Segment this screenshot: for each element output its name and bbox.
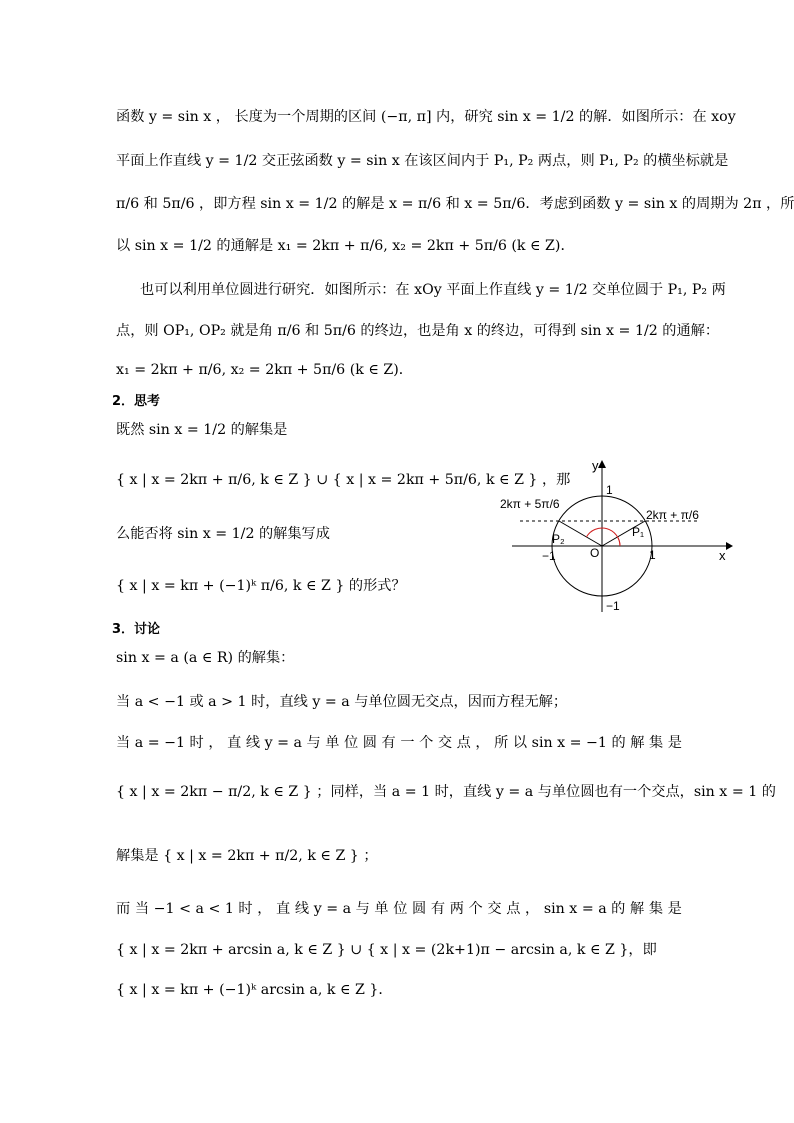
paragraph2-line2: 点，则 OP₁, OP₂ 就是角 π/6 和 5π/6 的终边，也是角 x 的终边，可得到 sin x = 1/2 的通解： [116, 323, 720, 339]
word: sin x = a 的 [543, 901, 626, 917]
tick-label-top: 1 [606, 483, 613, 497]
word: 直 [227, 735, 242, 751]
point-label-p2: P₂ [552, 532, 565, 546]
word: a = −1 时 [134, 735, 204, 751]
paragraph1-line1: 函数 y = sin x ， 长度为一个周期的区间 (−π, π] 内，研究 sin x = 1/2 的解．如图所示：在 xoy [116, 109, 736, 125]
section2-title: 2．思考 [112, 394, 161, 409]
tick-label-right: 1 [649, 548, 656, 562]
section2-line1: 既然 sin x = 1/2 的解集是 [116, 422, 288, 438]
tick-label-left: −1 [542, 549, 556, 563]
section2-line2: { x | x = 2kπ + π/6, k ∈ Z } ∪ { x | x = 2kπ + 5π/6, k ∈ Z } ，那 [116, 472, 571, 488]
paragraph1-line2: 平面上作直线 y = 1/2 交正弦函数 y = sin x 在该区间内于 P₁, P₂ 两点，则 P₁, P₂ 的横坐标就是 [116, 153, 729, 169]
word: 集 [649, 735, 664, 751]
word: 位 [344, 735, 359, 751]
word: 解 [630, 901, 645, 917]
word: y = a 与 [313, 901, 370, 917]
word: 而 [116, 901, 131, 917]
word: 圆 [362, 735, 377, 751]
word: sin x = −1 的 [531, 735, 626, 751]
section3-spaced-line-b [116, 899, 682, 919]
section2-line3: 么能否将 sin x = 1/2 的解集写成 [116, 526, 330, 542]
word: 一 [400, 735, 415, 751]
word: 点 [456, 735, 471, 751]
section3-line4: 解集是 { x | x = 2kπ + π/2, k ∈ Z } ； [116, 848, 378, 864]
word: 个 [468, 901, 483, 917]
section3-line2: 当 a < −1 或 a > 1 时，直线 y = a 与单位圆无交点，因而方程无解； [116, 694, 568, 710]
section3-line1: sin x = a (a ∈ R) 的解集： [116, 650, 295, 666]
word: 点 [506, 901, 521, 917]
word: 单 [374, 901, 389, 917]
terminal-side-op2 [559, 521, 602, 546]
section3-spaced-line-a [116, 733, 682, 753]
paragraph2-line3: x₁ = 2kπ + π/6, x₂ = 2kπ + 5π/6 (k ∈ Z)． [116, 362, 413, 378]
word: 线 [294, 901, 310, 917]
word: 集 [648, 901, 664, 917]
axis-label-x: x [719, 548, 726, 563]
section2-line4: { x | x = kπ + (−1)ᵏ π/6, k ∈ Z } 的形式？ [116, 578, 406, 594]
word: 交 [437, 735, 453, 751]
word: 个 [419, 735, 434, 751]
word: 所 [494, 735, 509, 751]
point-label-p1: P₁ [632, 525, 645, 539]
word: 是 [667, 901, 682, 917]
word: 有 [430, 901, 446, 917]
word: 圆 [412, 901, 427, 917]
section3-line5: { x | x = 2kπ + arcsin a, k ∈ Z } ∪ { x | x = (2k+1)π − arcsin a, k ∈ Z }，即 [116, 942, 657, 958]
origin-label: O [590, 546, 600, 560]
word: 两 [449, 901, 464, 917]
word: −1 < a < 1 时 [153, 901, 253, 917]
paragraph1-line4: 以 sin x = 1/2 的通解是 x₁ = 2kπ + π/6, x₂ = 2kπ + 5π/6 (k ∈ Z)． [116, 238, 575, 254]
section3-line6: { x | x = kπ + (−1)ᵏ arcsin a, k ∈ Z }． [116, 982, 393, 998]
word: 线 [245, 735, 261, 751]
y-axis-arrow [598, 460, 606, 468]
angle-label-left: 2kπ + 5π/6 [500, 497, 560, 511]
word: ， [257, 901, 272, 917]
x-axis-arrow [726, 542, 733, 550]
angle-label-right: 2kπ + π/6 [646, 508, 699, 522]
word: 以 [512, 735, 528, 751]
section3-line3: { x | x = 2kπ − π/2, k ∈ Z } ；同样，当 a = 1 时，直线 y = a 与单位圆也有一个交点，sin x = 1 的 [116, 784, 776, 800]
word: 当 [116, 735, 131, 751]
word: 单 [325, 735, 340, 751]
word: 直 [276, 901, 291, 917]
word: 有 [381, 735, 396, 751]
word: ， [475, 735, 490, 751]
paragraph1-line3: π/6 和 5π/6 ，即方程 sin x = 1/2 的解是 x = π/6 和 x = 5π/6．考虑到函数 y = sin x 的周期为 2π ，所 [116, 196, 794, 212]
paragraph2-line1: 也可以利用单位圆进行研究．如图所示：在 xOy 平面上作直线 y = 1/2 交单位圆于 P₁, P₂ 两 [140, 282, 726, 298]
word: 位 [393, 901, 408, 917]
word: y = a 与 [264, 735, 321, 751]
word: 是 [667, 735, 682, 751]
word: 交 [487, 901, 502, 917]
tick-label-bottom: −1 [606, 599, 620, 613]
word: 当 [134, 901, 150, 917]
word: 解 [630, 735, 645, 751]
word: ， [525, 901, 540, 917]
section3-title: 3．讨论 [112, 622, 161, 637]
angle-arc-left [586, 528, 620, 546]
axis-label-y: y [592, 458, 599, 473]
word: ， [208, 735, 223, 751]
unit-circle-diagram [500, 452, 762, 620]
